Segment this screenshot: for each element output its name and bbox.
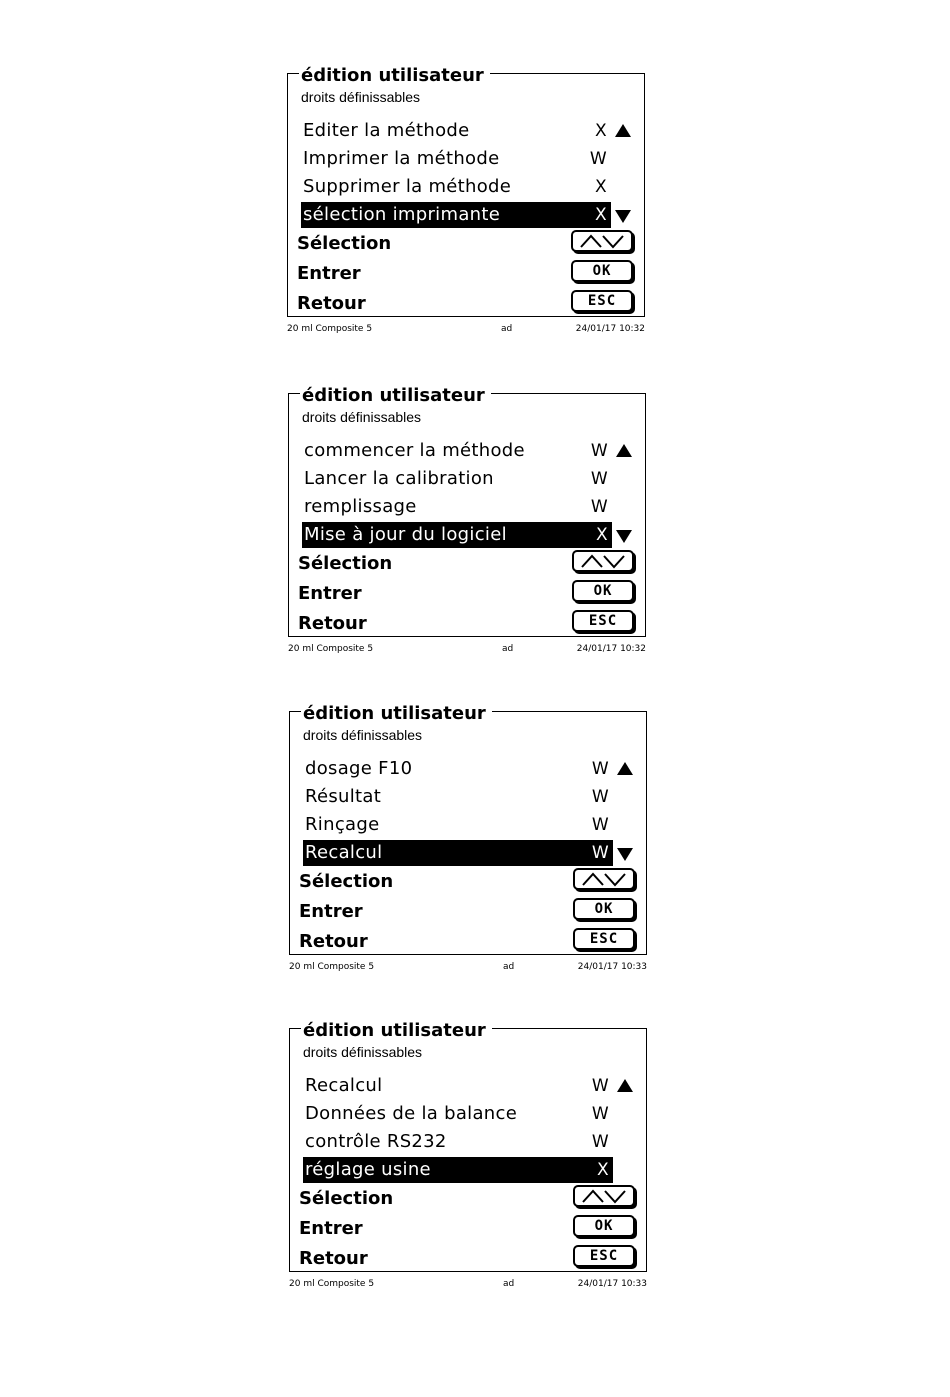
- item-label: Recalcul: [305, 842, 383, 863]
- up-down-key[interactable]: [573, 1185, 635, 1207]
- status-bar: [289, 961, 649, 973]
- item-value: W: [591, 843, 609, 863]
- item-value: X: [596, 525, 608, 545]
- back-label: Retour: [299, 931, 368, 952]
- status-bar: [287, 323, 647, 335]
- scroll-down-icon[interactable]: [617, 848, 633, 861]
- item-value: X: [597, 1160, 609, 1180]
- list-item-selected[interactable]: [303, 1157, 613, 1183]
- esc-key[interactable]: ESC: [573, 1245, 635, 1267]
- item-label: Lancer la calibration: [304, 468, 494, 489]
- item-label: Mise à jour du logiciel: [304, 524, 507, 545]
- list-item[interactable]: [301, 174, 611, 200]
- list-item[interactable]: [303, 1129, 613, 1155]
- screen-subtitle: droits définissables: [301, 89, 421, 105]
- enter-label: Entrer: [298, 583, 362, 604]
- key-row-enter: [299, 898, 635, 928]
- up-down-key[interactable]: [571, 230, 633, 252]
- key-row-enter: [298, 580, 634, 610]
- screen-title: édition utilisateur: [299, 66, 490, 86]
- up-down-arrows-icon: [578, 553, 628, 569]
- status-bar: [289, 1278, 649, 1290]
- list-item[interactable]: [303, 1101, 613, 1127]
- key-row-select: [299, 1185, 635, 1215]
- scroll-up-icon[interactable]: [617, 1079, 633, 1092]
- item-value: W: [591, 1104, 609, 1124]
- enter-label: Entrer: [297, 263, 361, 284]
- item-label: commencer la méthode: [304, 440, 525, 461]
- status-user: ad: [503, 1279, 515, 1289]
- esc-key[interactable]: ESC: [573, 928, 635, 950]
- list-item[interactable]: [303, 812, 613, 838]
- enter-label: Entrer: [299, 1218, 363, 1239]
- select-label: Sélection: [299, 871, 394, 892]
- back-label: Retour: [297, 293, 366, 314]
- list-item[interactable]: [302, 466, 612, 492]
- ok-key[interactable]: OK: [572, 580, 634, 602]
- select-label: Sélection: [298, 553, 393, 574]
- status-user: ad: [502, 644, 514, 654]
- screen-title: édition utilisateur: [301, 1021, 492, 1041]
- item-value: W: [590, 497, 608, 517]
- key-row-select: [297, 230, 633, 260]
- item-value: X: [595, 205, 607, 225]
- item-label: Résultat: [305, 786, 382, 807]
- item-label: Rinçage: [305, 814, 380, 835]
- list-item[interactable]: [301, 146, 611, 172]
- screen-subtitle: droits définissables: [302, 409, 422, 425]
- list-item[interactable]: [302, 438, 612, 464]
- status-datetime: 24/01/17 10:33: [577, 962, 647, 972]
- ok-key[interactable]: OK: [573, 898, 635, 920]
- key-row-select: [298, 550, 634, 580]
- select-label: Sélection: [299, 1188, 394, 1209]
- item-label: dosage F10: [305, 758, 413, 779]
- item-label: Données de la balance: [305, 1103, 518, 1124]
- item-value: W: [590, 441, 608, 461]
- status-datetime: 24/01/17 10:33: [577, 1279, 647, 1289]
- item-label: Editer la méthode: [303, 120, 470, 141]
- status-user: ad: [503, 962, 515, 972]
- screen-title: édition utilisateur: [301, 704, 492, 724]
- up-down-arrows-icon: [577, 233, 627, 249]
- key-row-back: [297, 290, 633, 320]
- ok-key[interactable]: OK: [571, 260, 633, 282]
- back-label: Retour: [298, 613, 367, 634]
- list-item-selected[interactable]: [301, 202, 611, 228]
- select-label: Sélection: [297, 233, 392, 254]
- list-item[interactable]: [303, 756, 613, 782]
- item-value: W: [591, 1132, 609, 1152]
- back-label: Retour: [299, 1248, 368, 1269]
- screen-subtitle: droits définissables: [303, 1044, 423, 1060]
- scroll-up-icon[interactable]: [616, 444, 632, 457]
- enter-label: Entrer: [299, 901, 363, 922]
- up-down-arrows-icon: [579, 871, 629, 887]
- item-value: W: [589, 149, 607, 169]
- key-row-back: [299, 928, 635, 958]
- item-value: X: [595, 121, 607, 141]
- item-label: remplissage: [304, 496, 417, 517]
- scroll-down-icon[interactable]: [615, 210, 631, 223]
- key-row-enter: [299, 1215, 635, 1245]
- status-method: 20 ml Composite 5: [287, 324, 373, 334]
- key-row-enter: [297, 260, 633, 290]
- scroll-down-icon[interactable]: [616, 530, 632, 543]
- status-datetime: 24/01/17 10:32: [576, 644, 646, 654]
- item-value: W: [591, 787, 609, 807]
- status-datetime: 24/01/17 10:32: [575, 324, 645, 334]
- status-bar: [288, 643, 648, 655]
- scroll-up-icon[interactable]: [615, 124, 631, 137]
- item-label: Recalcul: [305, 1075, 383, 1096]
- up-down-arrows-icon: [579, 1188, 629, 1204]
- item-label: sélection imprimante: [303, 204, 501, 225]
- item-value: W: [591, 759, 609, 779]
- list-item[interactable]: [302, 494, 612, 520]
- item-value: W: [591, 1076, 609, 1096]
- item-label: contrôle RS232: [305, 1131, 447, 1152]
- screen-subtitle: droits définissables: [303, 727, 423, 743]
- item-value: W: [590, 469, 608, 489]
- list-item-selected[interactable]: [302, 522, 612, 548]
- key-row-select: [299, 868, 635, 898]
- key-row-back: [299, 1245, 635, 1275]
- item-label: réglage usine: [305, 1159, 431, 1180]
- up-down-key[interactable]: [572, 550, 634, 572]
- list-item[interactable]: [301, 118, 611, 144]
- up-down-key[interactable]: [573, 868, 635, 890]
- status-method: 20 ml Composite 5: [288, 644, 374, 654]
- list-item[interactable]: [303, 784, 613, 810]
- status-user: ad: [501, 324, 513, 334]
- screen-title: édition utilisateur: [300, 386, 491, 406]
- item-value: W: [591, 815, 609, 835]
- list-item[interactable]: [303, 1073, 613, 1099]
- item-value: X: [595, 177, 607, 197]
- item-label: Supprimer la méthode: [303, 176, 512, 197]
- item-label: Imprimer la méthode: [303, 148, 500, 169]
- scroll-up-icon[interactable]: [617, 762, 633, 775]
- ok-key[interactable]: OK: [573, 1215, 635, 1237]
- list-item-selected[interactable]: [303, 840, 613, 866]
- esc-key[interactable]: ESC: [572, 610, 634, 632]
- status-method: 20 ml Composite 5: [289, 1279, 375, 1289]
- key-row-back: [298, 610, 634, 640]
- status-method: 20 ml Composite 5: [289, 962, 375, 972]
- esc-key[interactable]: ESC: [571, 290, 633, 312]
